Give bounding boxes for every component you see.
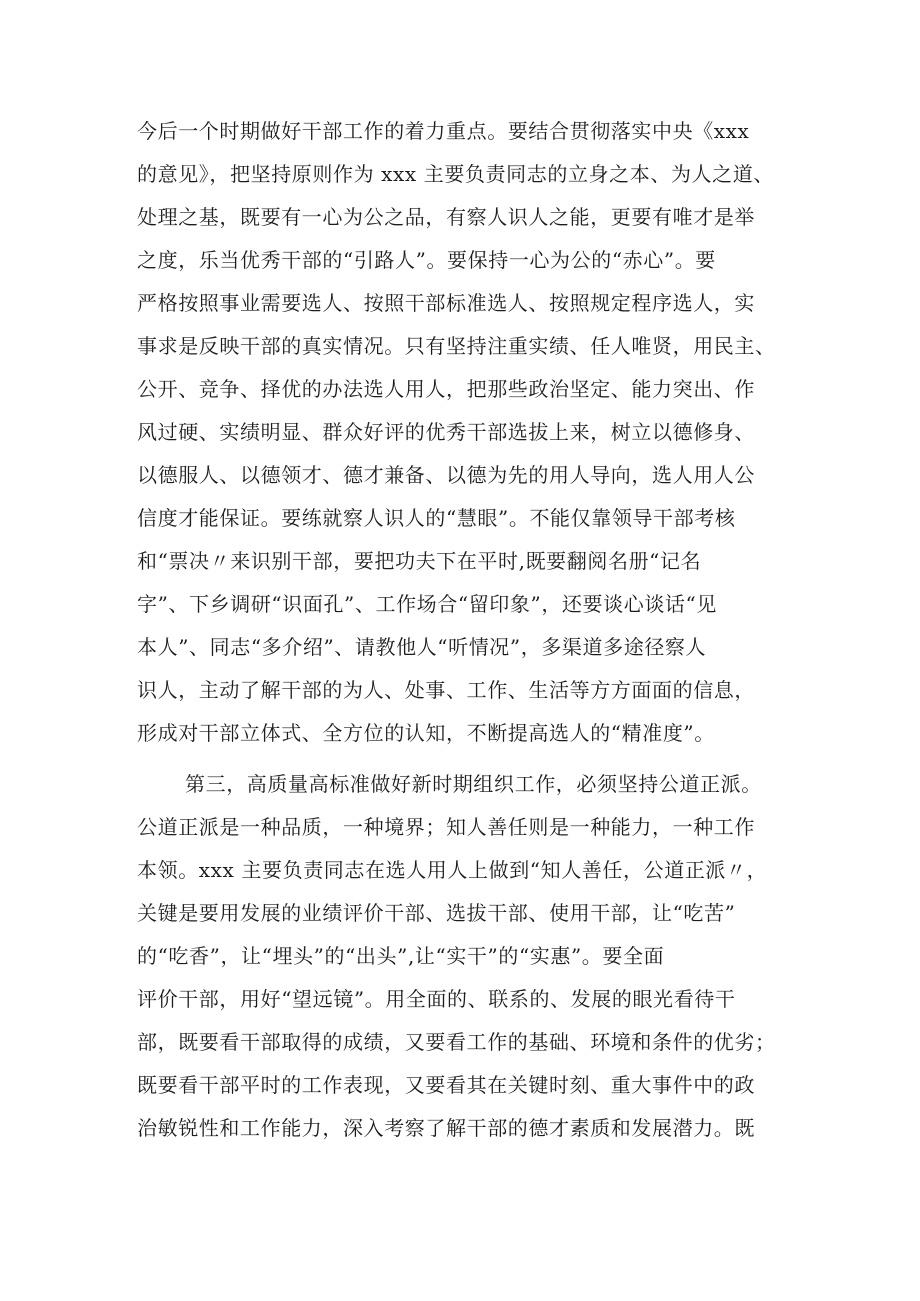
paragraph-2-line: 的“吃香”，让“埋头”的“出头”,让“实干”的“实惠”。要全面 xyxy=(137,944,665,968)
paragraph-1-line: 公开、竞争、择优的办法选人用人，把那些政治坚定、能力突出、作 xyxy=(137,377,755,401)
paragraph-2 xyxy=(137,763,801,1150)
paragraph-1-line: 字”、下乡调研“识面孔”、工作场合“留印象”，还要谈心谈话“见 xyxy=(137,592,717,616)
paragraph-1-line: 识人，主动了解干部的为人、处事、工作、生活等方方面面的信息， xyxy=(137,678,755,702)
paragraph-1-line: 的意见》，把坚持原则作为 xxx 主要负责同志的立身之本、为人之道、 xyxy=(137,162,774,186)
paragraph-1-line: 今后一个时期做好干部工作的着力重点。要结合贯彻落实中央《xxx xyxy=(137,119,750,143)
paragraph-1-line: 事求是反映干部的真实情况。只有坚持注重实绩、任人唯贤，用民主、 xyxy=(137,334,776,358)
paragraph-1 xyxy=(137,110,801,755)
paragraph-1-line: 和“票决〃来识别干部，要把功夫下在平时,既要翻阅名册“记名 xyxy=(137,549,702,573)
paragraph-2-line: 部，既要看干部取得的成绩，又要看工作的基础、环境和条件的优劣； xyxy=(137,1030,776,1054)
paragraph-2-line: 第三，高质量高标准做好新时期组织工作，必须坚持公道正派。 xyxy=(185,772,762,796)
paragraph-2-line: 既要看干部平时的工作表现，又要看其在关键时刻、重大事件中的政 xyxy=(137,1073,755,1097)
paragraph-2-line: 治敏锐性和工作能力，深入考察了解干部的德才素质和发展潜力。既 xyxy=(137,1116,755,1140)
paragraph-2-line: 公道正派是一种品质，一种境界；知人善任则是一种能力，一种工作 xyxy=(137,815,755,839)
paragraph-1-line: 之度，乐当优秀干部的“引路人”。要保持一心为公的“赤心”。要 xyxy=(137,248,716,272)
document-body xyxy=(137,110,801,1150)
paragraph-2-line: 关键是要用发展的业绩评价干部、选拔干部、使用干部，让“吃苦” xyxy=(137,901,736,925)
paragraph-1-line: 风过硬、实绩明显、群众好评的优秀干部选拔上来，树立以德修身、 xyxy=(137,420,755,444)
paragraph-1-line: 信度才能保证。要练就察人识人的“慧眼”。不能仅靠领导干部考核 xyxy=(137,506,736,530)
paragraph-1-line: 本人”、同志“多介绍”、请教他人“听情况”，多渠道多途径察人 xyxy=(137,635,707,659)
paragraph-1-line: 以德服人、以德领才、德才兼备、以德为先的用人导向，选人用人公 xyxy=(137,463,755,487)
paragraph-1-line: 形成对干部立体式、全方位的认知，不断提高选人的“精准度”。 xyxy=(137,721,715,745)
paragraph-1-line: 严格按照事业需要选人、按照干部标准选人、按照规定程序选人，实 xyxy=(137,291,755,315)
paragraph-2-line: 本领。xxx 主要负责同志在选人用人上做到“知人善任，公道正派〃， xyxy=(137,858,768,882)
paragraph-1-line: 处理之基，既要有一心为公之品，有察人识人之能，更要有唯才是举 xyxy=(137,205,755,229)
paragraph-2-line: 评价干部，用好“望远镜”。用全面的、联系的、发展的眼光看待干 xyxy=(137,987,736,1011)
